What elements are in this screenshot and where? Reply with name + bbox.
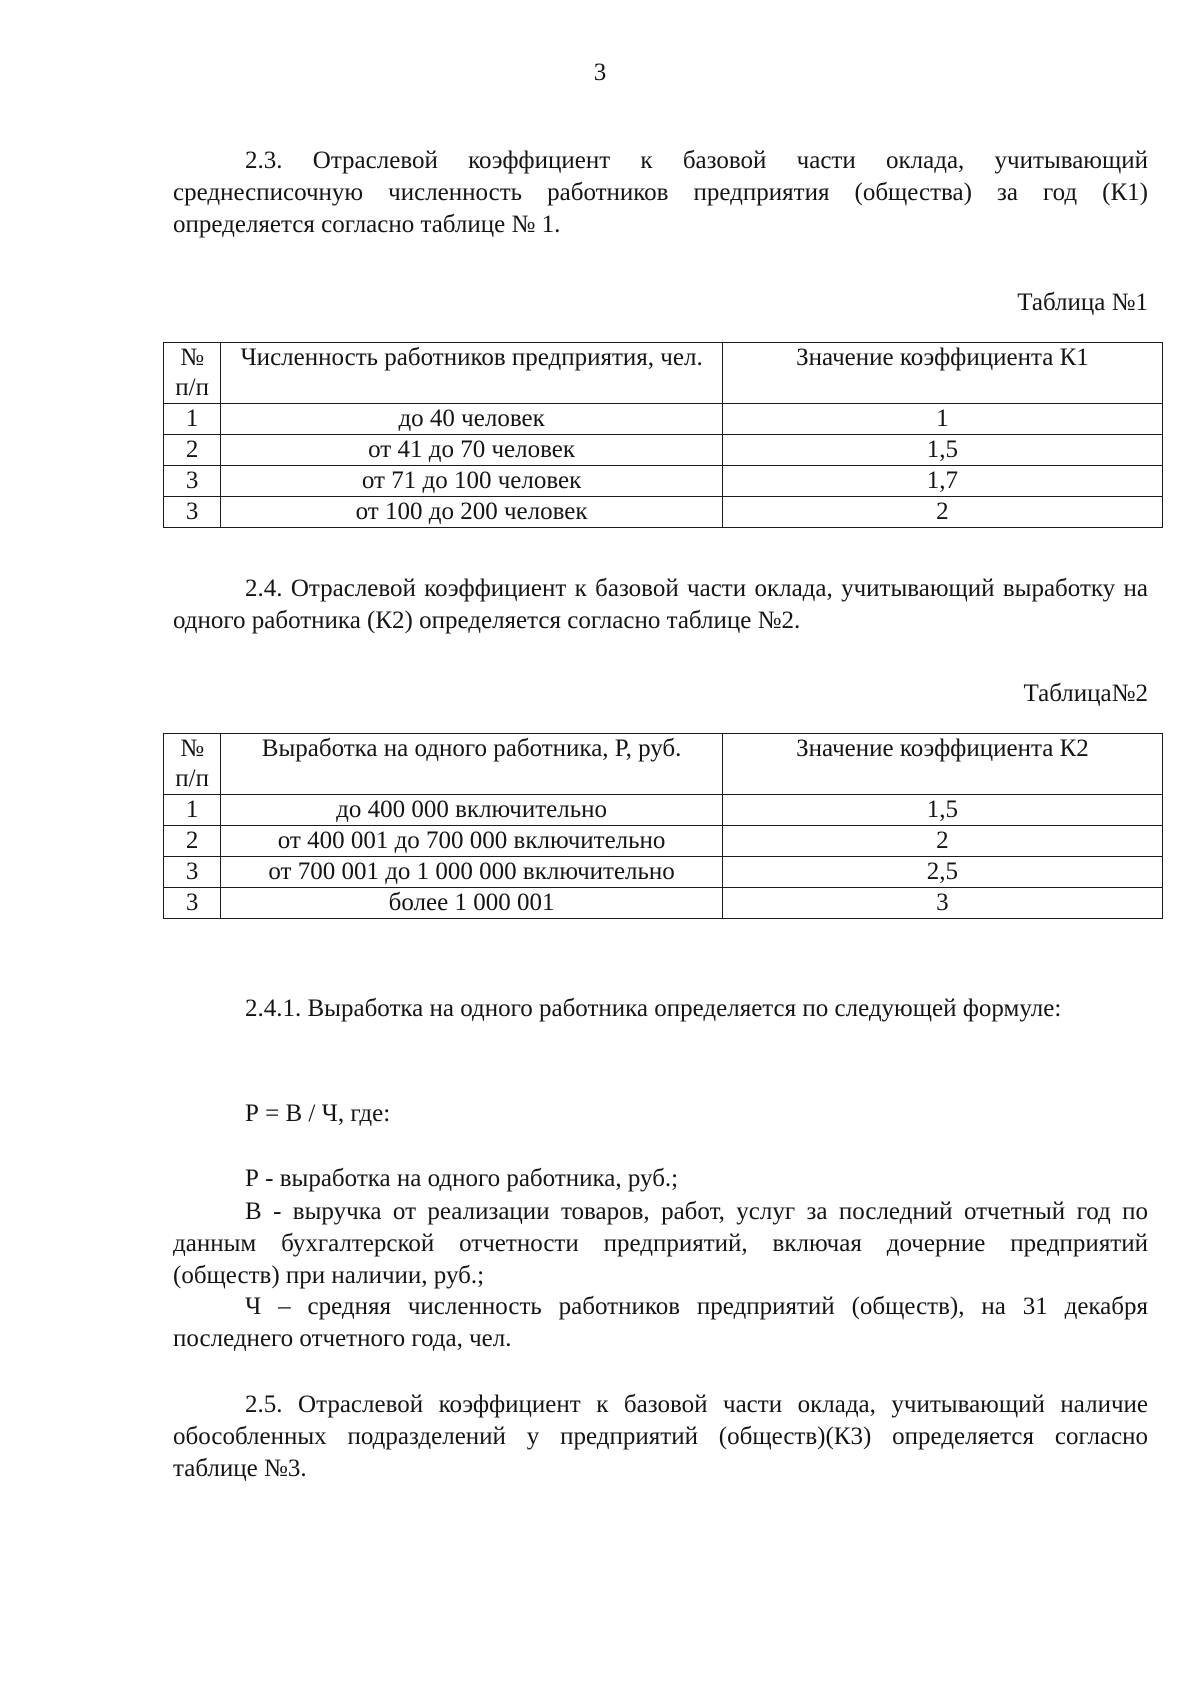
row-value: 3 xyxy=(722,888,1162,919)
header-coefficient: Значение коэффициента К2 xyxy=(722,734,1162,795)
table1-caption: Таблица №1 xyxy=(1017,289,1148,316)
definition-p-text: Р - выработка на одного работника, руб.; xyxy=(245,1165,679,1192)
header-output: Выработка на одного работника, Р, руб. xyxy=(221,734,723,795)
row-num: 3 xyxy=(164,497,221,528)
row-num: 1 xyxy=(164,404,221,435)
paragraph-2-5-text: 2.5. Отраслевой коэффициент к базовой части оклада, учитывающий наличие обособленных подразделений у предприятий (обществ)(К3) определяется согласно таблице №3. xyxy=(173,1391,1148,1482)
table-row xyxy=(164,888,1163,919)
definition-p xyxy=(173,1163,1148,1195)
header-num: № п/п xyxy=(164,343,221,404)
row-range: до 40 человек xyxy=(221,404,723,435)
paragraph-2-5 xyxy=(173,1389,1148,1485)
row-num: 3 xyxy=(164,466,221,497)
definition-b xyxy=(173,1196,1148,1292)
table-header-row xyxy=(164,734,1163,795)
definition-ch xyxy=(173,1291,1148,1355)
row-num: 2 xyxy=(164,435,221,466)
table-row xyxy=(164,826,1163,857)
row-value: 1,5 xyxy=(722,795,1162,826)
table-row xyxy=(164,435,1163,466)
row-num: 2 xyxy=(164,826,221,857)
paragraph-2-3-text: 2.3. Отраслевой коэффициент к базовой части оклада, учитывающий среднесписочную численность работников предприятия (общества) за год (К1) определяется согласно таблице № 1. xyxy=(173,147,1148,238)
table-k2 xyxy=(163,733,1163,919)
table2-caption: Таблица№2 xyxy=(1023,680,1148,707)
definition-ch-text: Ч – средняя численность работников предприятий (обществ), на 31 декабря последнего отчетного года, чел. xyxy=(173,1293,1148,1352)
table-row xyxy=(164,857,1163,888)
row-num: 3 xyxy=(164,888,221,919)
row-range: до 400 000 включительно xyxy=(221,795,723,826)
row-value: 1,7 xyxy=(722,466,1162,497)
row-value: 2 xyxy=(722,497,1162,528)
paragraph-2-3 xyxy=(173,145,1148,241)
table-header-row xyxy=(164,343,1163,404)
row-value: 1 xyxy=(722,404,1162,435)
paragraph-2-4-text: 2.4. Отраслевой коэффициент к базовой части оклада, учитывающий выработку на одного работника (К2) определяется согласно таблице №2. xyxy=(173,575,1148,634)
row-range: более 1 000 001 xyxy=(221,888,723,919)
table-row xyxy=(164,795,1163,826)
row-value: 2 xyxy=(722,826,1162,857)
paragraph-2-4 xyxy=(173,573,1148,637)
table-k1 xyxy=(163,342,1163,528)
header-num: № п/п xyxy=(164,734,221,795)
paragraph-2-4-1-text: 2.4.1. Выработка на одного работника определяется по следующей формуле: xyxy=(245,995,1062,1022)
table-row xyxy=(164,404,1163,435)
paragraph-2-4-1 xyxy=(173,993,1148,1025)
row-num: 3 xyxy=(164,857,221,888)
definition-b-text: В - выручка от реализации товаров, работ, услуг за последний отчетный год по данным бухгалтерской отчетности предприятий, включая дочерние предприятий (обществ) при наличии, руб.; xyxy=(173,1198,1148,1289)
header-coefficient: Значение коэффициента К1 xyxy=(722,343,1162,404)
row-value: 1,5 xyxy=(722,435,1162,466)
table-row xyxy=(164,497,1163,528)
row-range: от 41 до 70 человек xyxy=(221,435,723,466)
row-range: от 700 001 до 1 000 000 включительно xyxy=(221,857,723,888)
formula: Р = В / Ч, где: xyxy=(245,1100,391,1127)
row-value: 2,5 xyxy=(722,857,1162,888)
table-row xyxy=(164,466,1163,497)
header-employees: Численность работников предприятия, чел. xyxy=(221,343,723,404)
row-range: от 100 до 200 человек xyxy=(221,497,723,528)
row-range: от 71 до 100 человек xyxy=(221,466,723,497)
row-num: 1 xyxy=(164,795,221,826)
page-number: 3 xyxy=(593,59,607,86)
row-range: от 400 001 до 700 000 включительно xyxy=(221,826,723,857)
